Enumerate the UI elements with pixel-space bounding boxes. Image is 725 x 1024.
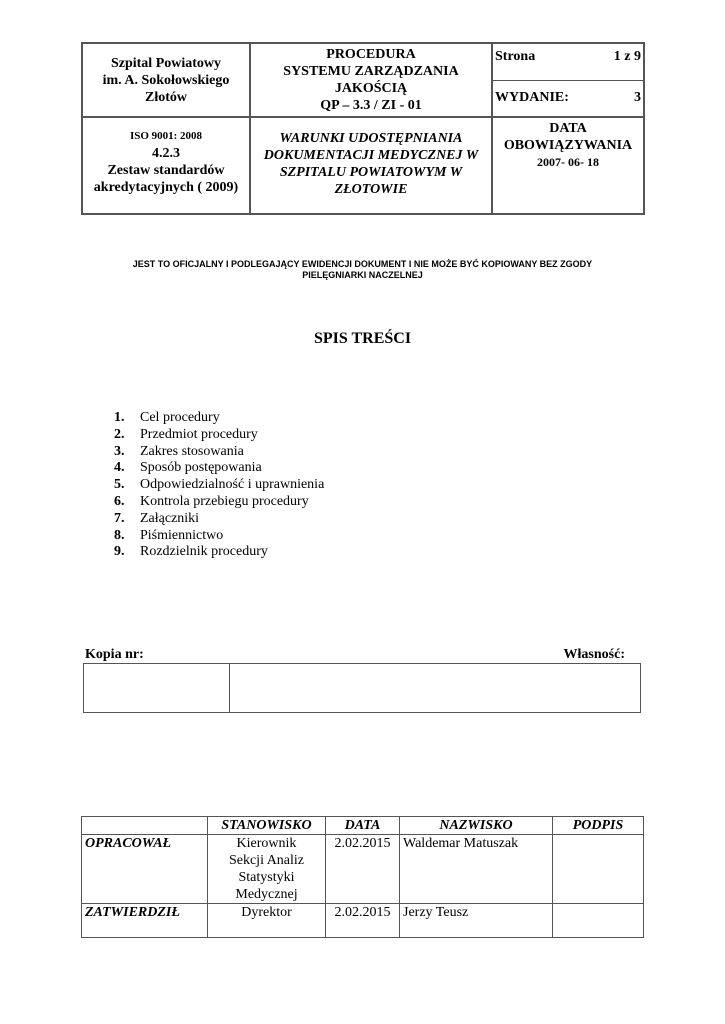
hospital-line: Złotów: [145, 89, 187, 105]
copy-ownership-box: [83, 663, 641, 713]
standard-cell: [82, 117, 250, 214]
position-cell: [208, 904, 326, 938]
toc-item-number: 8.: [114, 527, 125, 543]
signature-cell: [553, 904, 644, 938]
toc-item: [114, 427, 324, 444]
approval-header-name: NAZWISKO: [400, 817, 553, 835]
toc-item-label: Sposób postępowania: [140, 460, 262, 476]
table-row: [82, 904, 644, 938]
page-value: 1 z 9: [613, 48, 641, 64]
toc-item-number: 5.: [114, 477, 125, 493]
subject-line: WARUNKI UDOSTĘPNIANIA: [279, 131, 463, 146]
date-label: OBOWIĄZYWANIA: [503, 138, 633, 153]
toc-item-label: Załączniki: [140, 510, 200, 526]
approval-header-empty: [82, 817, 208, 835]
copy-ownership-divider: [229, 664, 230, 712]
toc-item: [114, 477, 324, 494]
procedure-line: PROCEDURA: [326, 47, 416, 62]
toc-item: [114, 494, 324, 511]
approval-table: [81, 816, 644, 938]
toc-item: [114, 410, 324, 427]
effective-date-cell: [492, 117, 644, 214]
toc-item-label: Zakres stosowania: [140, 443, 244, 459]
procedure-line: JAKOŚCIĄ: [334, 81, 408, 96]
toc-item-number: 4.: [114, 460, 125, 476]
ownership-label: Własność:: [563, 647, 625, 662]
toc-list: [114, 410, 324, 561]
position-line: Statystyki: [238, 870, 295, 885]
toc-item-number: 2.: [114, 426, 125, 442]
date-cell: 2.02.2015: [326, 904, 400, 938]
procedure-line: SYSTEMU ZARZĄDZANIA: [283, 64, 459, 79]
toc-item-number: 3.: [114, 443, 125, 459]
role-label: OPRACOWAŁ: [82, 835, 208, 904]
page-number-row: [493, 46, 643, 81]
date-label: DATA: [549, 121, 587, 136]
subject-line: SZPITALU POWIATOWYM W: [279, 165, 463, 180]
toc-item-label: Piśmiennictwo: [140, 527, 224, 543]
position-line: Sekcji Analiz: [228, 853, 305, 868]
subject-line: DOKUMENTACJI MEDYCZNEJ W: [263, 148, 479, 163]
role-label: ZATWIERDZIŁ: [82, 904, 208, 938]
effective-date: 2007- 06- 18: [537, 155, 599, 169]
name-cell: Jerzy Teusz: [400, 904, 553, 938]
toc-item-label: Przedmiot procedury: [140, 426, 258, 442]
toc-title: SPIS TREŚCI: [313, 330, 412, 347]
toc-item-number: 6.: [114, 493, 125, 509]
notice-line: JEST TO OFICJALNY I PODLEGAJĄCY EWIDENCJI DOKUMENT I NIE MOŻE BYĆ KOPIOWANY BEZ ZGODY: [132, 259, 593, 269]
toc-item-label: Rozdzielnik procedury: [140, 544, 268, 560]
approval-header-date: DATA: [326, 817, 400, 835]
official-document-notice: [95, 259, 630, 281]
position-line: Medycznej: [235, 887, 298, 902]
subject-cell: [250, 117, 492, 214]
edition-label: WYDANIE:: [495, 90, 569, 105]
toc-item: [114, 444, 324, 461]
toc-item-label: Cel procedury: [140, 410, 220, 425]
table-row: [82, 835, 644, 904]
procedure-title-cell: [250, 43, 492, 117]
position-line: Dyrektor: [241, 905, 292, 920]
toc-item-label: Kontrola przebiegu procedury: [140, 493, 309, 509]
hospital-name-cell: [82, 43, 250, 117]
standard-number: 4.2.3: [152, 146, 180, 161]
toc-item-number: 9.: [114, 544, 125, 560]
approval-header-position: STANOWISKO: [208, 817, 326, 835]
toc-item: [114, 460, 324, 477]
toc-item-number: 7.: [114, 510, 125, 526]
toc-item: [114, 544, 324, 561]
copy-number-label: Kopia nr:: [85, 647, 144, 662]
procedure-code: QP – 3.3 / ZI - 01: [320, 98, 422, 113]
iso-label: ISO 9001: 2008: [129, 130, 203, 142]
page-edition-cell: [492, 43, 644, 117]
standard-text: Zestaw standardów: [107, 163, 225, 178]
page-label: Strona: [495, 48, 536, 64]
document-header-table: [81, 42, 645, 215]
edition-row: [493, 81, 643, 115]
signature-cell: [553, 835, 644, 904]
standard-text: akredytacyjnych ( 2009): [93, 180, 239, 195]
hospital-line: im. A. Sokołowskiego: [102, 72, 230, 88]
subject-line: ZŁOTOWIE: [334, 182, 408, 197]
toc-item-number: 1.: [114, 410, 125, 425]
date-cell: 2.02.2015: [326, 835, 400, 904]
name-cell: Waldemar Matuszak: [400, 835, 553, 904]
toc-item-label: Odpowiedzialność i uprawnienia: [140, 477, 325, 493]
toc-item: [114, 511, 324, 528]
hospital-line: Szpital Powiatowy: [110, 55, 222, 71]
approval-header-signature: PODPIS: [553, 817, 644, 835]
edition-value: 3: [634, 90, 641, 105]
notice-line: PIELĘGNIARKI NACZELNEJ: [302, 270, 423, 280]
position-cell: [208, 835, 326, 904]
position-line: Kierownik: [236, 836, 297, 851]
toc-item: [114, 528, 324, 545]
